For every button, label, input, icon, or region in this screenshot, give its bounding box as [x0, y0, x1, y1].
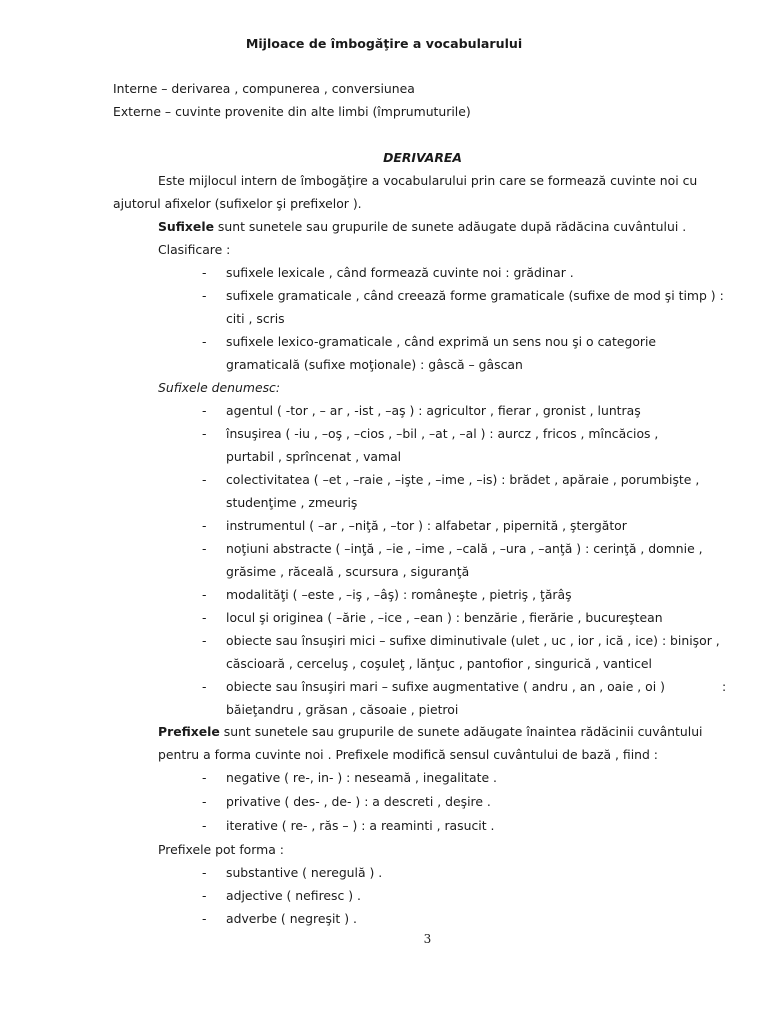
prefixe-paragraph	[158, 724, 703, 740]
list-item-line-2: citi , scris	[226, 311, 285, 326]
definition-line-2: ajutorul afixelor (sufixelor şi prefixelor ).	[113, 196, 362, 211]
sufixe-term: Sufixele	[158, 219, 214, 234]
list-item-colon: :	[722, 679, 727, 694]
list-item: adjective ( nefiresc ) .	[226, 888, 361, 903]
list-item: privative ( des- , de- ) : a descreti , deşire .	[226, 794, 491, 809]
list-item-line-2: grăsime , răceală , scursura , siguranţă	[226, 564, 470, 579]
page-title: Mijloace de îmbogăţire a vocabularului	[245, 36, 523, 51]
bullet-dash: -	[202, 426, 207, 441]
bullet-dash: -	[202, 633, 207, 648]
bullet-dash: -	[202, 288, 207, 303]
list-item-line-1: sufixele lexico-gramaticale , când exprimă un sens nou şi o categorie	[226, 334, 657, 349]
list-item-line-2: purtabil , sprîncenat , vamal	[226, 449, 402, 464]
bullet-dash: -	[202, 265, 207, 280]
list-item-line-1: însuşirea ( -iu , –oş , –cios , –bil , –at , –al ) : aurcz , fricos , mîncăcios ,	[226, 426, 659, 441]
bullet-dash: -	[202, 541, 207, 556]
prefixe-term: Prefixele	[158, 724, 220, 739]
list-item-line-1: locul şi originea ( –ărie , –ice , –ean ) : benzărie , fierărie , bucureştean	[226, 610, 663, 625]
list-item-line-2: băieţandru , grăsan , căsoaie , pietroi	[226, 702, 459, 717]
intro-externe: Externe – cuvinte provenite din alte limbi (împrumuturile)	[113, 104, 471, 119]
prefixe-line-2: pentru a forma cuvinte noi . Prefixele modifică sensul cuvântului de bază , fiind :	[158, 747, 658, 762]
bullet-dash: -	[202, 610, 207, 625]
section-heading: DERIVAREA	[383, 150, 462, 165]
bullet-dash: -	[202, 472, 207, 487]
list-item: substantive ( neregulă ) .	[226, 865, 383, 880]
list-item-line-2: studenţime , zmeuriş	[226, 495, 358, 510]
list-item-line-1: agentul ( -tor , – ar , -ist , –aş ) : agricultor , fierar , gronist , luntraş	[226, 403, 641, 418]
bullet-dash: -	[202, 911, 207, 926]
list-item-line-1: sufixele gramaticale , când creează forme gramaticale (sufixe de mod şi timp ) :	[226, 288, 724, 303]
list-item-line-1: obiecte sau însuşiri mari – sufixe augmentative ( andru , an , oaie , oi )	[226, 679, 665, 694]
sufixe-paragraph	[158, 219, 686, 235]
bullet-dash: -	[202, 794, 207, 809]
list-item-line-1: colectivitatea ( –et , –raie , –işte , –ime , –is) : brădet , apăraie , porumbişte ,	[226, 472, 700, 487]
bullet-dash: -	[202, 888, 207, 903]
list-item-line-1: modalităţi ( –este , –iş , –âş) : româneşte , pietriş , ţărâş	[226, 587, 572, 602]
bullet-dash: -	[202, 770, 207, 785]
intro-interne: Interne – derivarea , compunerea , conversiunea	[113, 81, 415, 96]
bullet-dash: -	[202, 679, 207, 694]
clasificare-label: Clasificare :	[158, 242, 231, 257]
pot-forma-label: Prefixele pot forma :	[158, 842, 284, 857]
definition-line-1: Este mijlocul intern de îmbogăţire a vocabularului prin care se formează cuvinte noi cu	[158, 173, 698, 188]
list-item-line-2: gramaticală (sufixe moţionale) : gâscă – gâscan	[226, 357, 523, 372]
page-number: 3	[423, 932, 432, 946]
bullet-dash: -	[202, 403, 207, 418]
list-item-line-1: obiecte sau însuşiri mici – sufixe diminutivale (ulet , uc , ior , ică , ice) : binişor ,	[226, 633, 720, 648]
list-item-line-1: instrumentul ( –ar , –niţă , –tor ) : alfabetar , pipernită , ştergător	[226, 518, 627, 533]
list-item-line-1: sufixele lexicale , când formează cuvinte noi : grădinar .	[226, 265, 574, 280]
list-item: adverbe ( negreşit ) .	[226, 911, 357, 926]
bullet-dash: -	[202, 865, 207, 880]
denumesc-label: Sufixele denumesc:	[158, 380, 281, 395]
list-item: negative ( re-, in- ) : neseamă , inegalitate .	[226, 770, 497, 785]
bullet-dash: -	[202, 818, 207, 833]
bullet-dash: -	[202, 334, 207, 349]
bullet-dash: -	[202, 587, 207, 602]
bullet-dash: -	[202, 518, 207, 533]
list-item-line-2: căscioară , cerceluş , coşuleţ , lănţuc , pantofior , singurică , vanticel	[226, 656, 652, 671]
prefixe-definition: sunt sunetele sau grupurile de sunete adăugate înaintea rădăcinii cuvântului	[219, 724, 703, 739]
list-item: iterative ( re- , răs – ) : a reaminti , rasucit .	[226, 818, 495, 833]
sufixe-definition: sunt sunetele sau grupurile de sunete adăugate după rădăcina cuvântului .	[213, 219, 687, 234]
list-item-line-1: noţiuni abstracte ( –inţă , –ie , –ime , –cală , –ura , –anţă ) : cerinţă , domnie ,	[226, 541, 703, 556]
